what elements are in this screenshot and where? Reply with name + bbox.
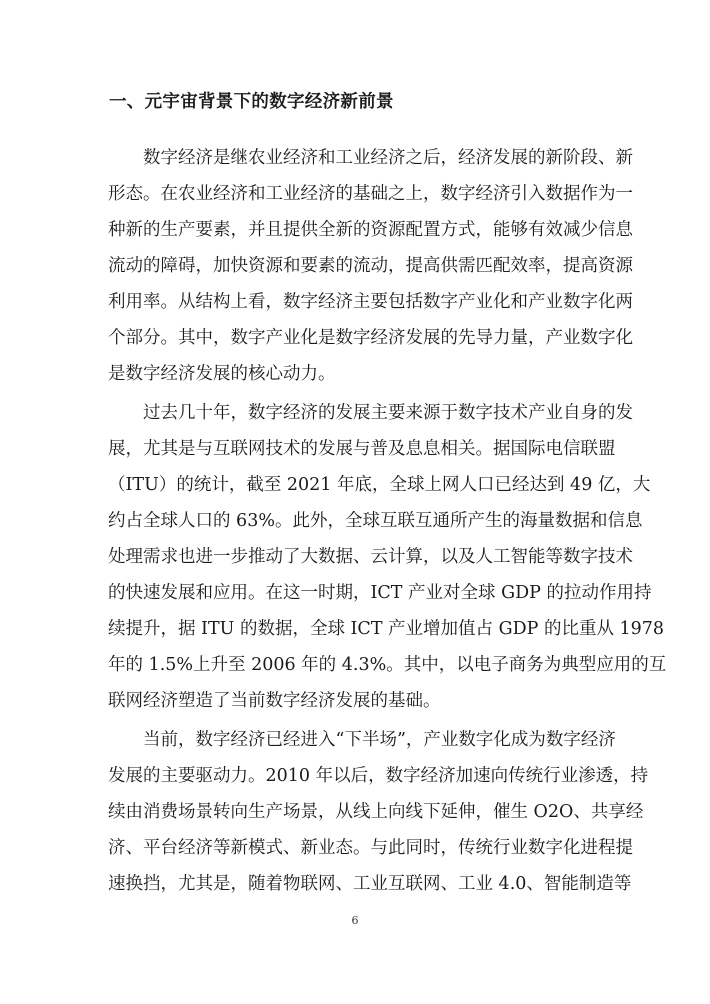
paragraph-line: 流动的障碍，加快资源和要素的流动，提高供需匹配效率，提高资源 (108, 256, 633, 276)
paragraph-line: 展，尤其是与互联网技术的发展与普及息息相关。据国际电信联盟 (108, 439, 616, 459)
paragraph-line: 个部分。其中，数字产业化是数字经济发展的先导力量，产业数字化 (108, 328, 633, 348)
paragraph-line: 利用率。从结构上看，数字经济主要包括数字产业化和产业数字化两 (108, 292, 633, 312)
paragraph-line: 济、平台经济等新模式、新业态。与此同时，传统行业数字化进程提 (108, 838, 633, 858)
paragraph-line: 续提升，据 ITU 的数据，全球 ICT 产业增加值占 GDP 的比重从 1978 (108, 619, 665, 639)
paragraph-line: 处理需求也进一步推动了大数据、云计算，以及人工智能等数字技术 (108, 547, 633, 567)
paragraph-line: 联网经济塑造了当前数字经济发展的基础。 (108, 691, 441, 711)
section-heading: 一、元宇宙背景下的数字经济新前景 (109, 92, 394, 112)
paragraph-line: 是数字经济发展的核心动力。 (108, 364, 336, 384)
paragraph-line: 当前，数字经济已经进入“下半场”，产业数字化成为数字经济 (143, 730, 616, 750)
paragraph-line: 约占全球人口的 63%。此外，全球互联互通所产生的海量数据和信息 (108, 511, 643, 531)
paragraph-line: 数字经济是继农业经济和工业经济之后，经济发展的新阶段、新 (143, 148, 633, 168)
paragraph-line: 的快速发展和应用。在这一时期，ICT 产业对全球 GDP 的拉动作用持 (108, 583, 652, 603)
paragraph-line: 续由消费场景转向生产场景，从线上向线下延伸，催生 O2O、共享经 (108, 802, 644, 822)
paragraph-line: 种新的生产要素，并且提供全新的资源配置方式，能够有效减少信息 (108, 220, 633, 240)
paragraph-line: 发展的主要驱动力。2010 年以后，数字经济加速向传统行业渗透，持 (108, 766, 649, 786)
page-number: 6 (351, 914, 359, 927)
paragraph-line: 年的 1.5%上升至 2006 年的 4.3%。其中，以电子商务为典型应用的互 (108, 655, 667, 675)
paragraph-line: 过去几十年，数字经济的发展主要来源于数字技术产业自身的发 (143, 403, 633, 423)
paragraph-line: （ITU）的统计，截至 2021 年底，全球上网人口已经达到 49 亿，大 (108, 475, 651, 495)
paragraph-line: 速换挡，尤其是，随着物联网、工业互联网、工业 4.0、智能制造等 (108, 874, 632, 894)
paragraph-line: 形态。在农业经济和工业经济的基础之上，数字经济引入数据作为一 (108, 184, 633, 204)
